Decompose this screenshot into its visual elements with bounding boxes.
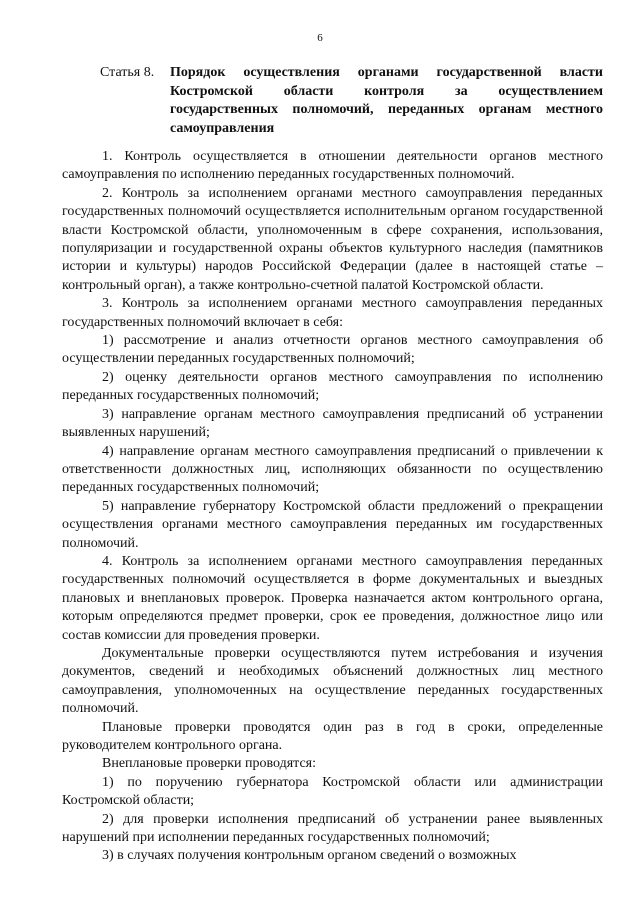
paragraph: 3. Контроль за исполнением органами местного самоуправления переданных государственных полномочий включает в себя: (62, 296, 603, 330)
article-body (62, 148, 603, 866)
paragraph: Плановые проверки проводятся один раз в год в сроки, определенные руководителем контрольного органа. (62, 719, 603, 753)
article-heading (100, 64, 603, 138)
list-item: 2) оценку деятельности органов местного самоуправления по исполнению переданных государственных полномочий; (62, 369, 603, 404)
list-item: 5) направление губернатору Костромской области предложений о прекращении осуществления органами местного самоуправления переданных им государственных полномочий. (62, 498, 603, 551)
list-item: 1) рассмотрение и анализ отчетности органов местного самоуправления об осуществлении переданных государственных полномочий; (62, 333, 603, 367)
paragraph: 4. Контроль за исполнением органами местного самоуправления переданных государственных полномочий осуществляется в форме документальных и выездных плановых и внеплановых проверок. Проверка назначается актом контрольного органа, которым определяются предмет проверки, срок ее проведения, должностное лицо или состав комиссии для проведения проверки. (62, 553, 603, 643)
list-item: 3) направление органам местного самоуправления предписаний об устранении выявленных нарушений; (62, 406, 603, 441)
article-label: Статья 8. (100, 65, 155, 80)
paragraph: Внеплановые проверки проводятся: (102, 756, 316, 772)
list-item: 3) в случаях получения контрольным органом сведений о возможных (102, 848, 517, 864)
article-title: Порядок осуществления органами государственной власти Костромской области контроля за осуществлением государственных полномочий, переданных органам местного самоуправления (170, 65, 603, 136)
paragraph: Документальные проверки осуществляются путем истребования и изучения документов, сведений и необходимых объяснений должностных лиц местного самоуправления, уполномоченных на осуществление переданных государственных полномочий. (62, 645, 603, 717)
list-item: 2) для проверки исполнения предписаний об устранении ранее выявленных нарушений при исполнении переданных государственных полномочий; (62, 811, 603, 846)
paragraph: 2. Контроль за исполнением органами местного самоуправления переданных государственных полномочий осуществляется исполнительным органом государственной власти Костромской области, уполномоченным в сфере сохранения, использования, популяризации и государственной охраны объектов культурного наследия (памятников истории и культуры) народов Российской Федерации (далее в настоящей статье – контрольный орган), а также контрольно-счетной палатой Костромской области. (62, 185, 603, 293)
list-item: 1) по поручению губернатора Костромской области или администрации Костромской области; (62, 774, 603, 809)
paragraph: 1. Контроль осуществляется в отношении деятельности органов местного самоуправления по исполнению переданных государственных полномочий. (62, 149, 603, 183)
page-number: 6 (317, 32, 323, 44)
list-item: 4) направление органам местного самоуправления предписаний о привлечении к ответственности должностных лиц, исполняющих обязанности по осуществлению переданных государственных полномочий; (62, 443, 603, 496)
